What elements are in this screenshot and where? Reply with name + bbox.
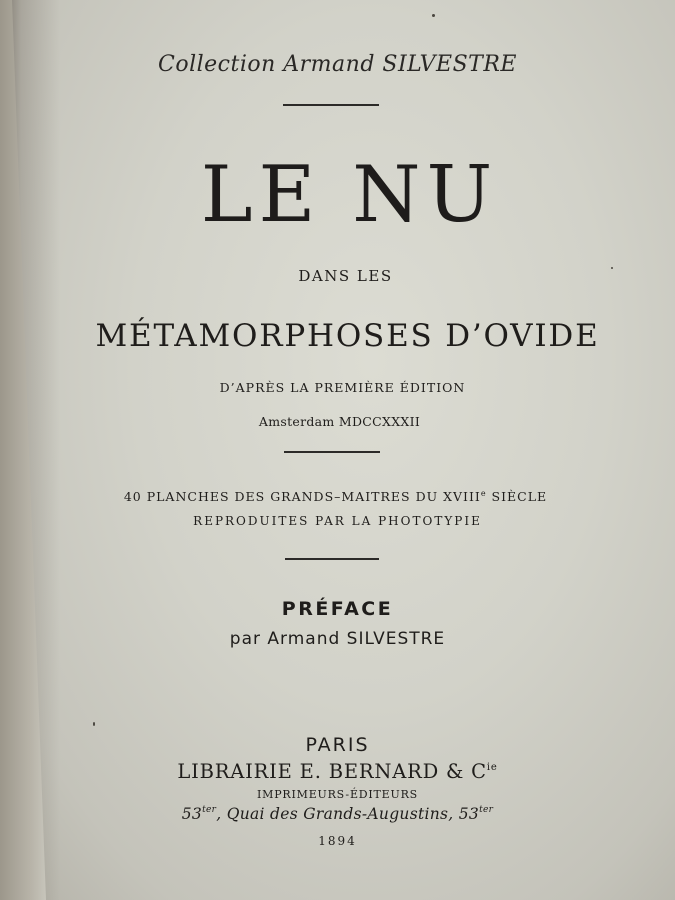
planches-line	[0, 489, 673, 504]
preface-author: par Armand SILVESTRE	[229, 629, 446, 649]
divider-rule	[285, 558, 379, 560]
imprint-role: IMPRIMEURS-ÉDITEURS	[257, 788, 418, 801]
publisher-name: LIBRAIRIE E. BERNARD & C	[177, 760, 487, 783]
reproduites-line: REPRODUITES PAR LA PHOTOTYPIE	[193, 514, 482, 528]
address-number: 53	[181, 805, 203, 823]
planches-prefix: 40 PLANCHES DES GRANDS–MAITRES DU XVIII	[123, 489, 481, 505]
planches-sup: e	[480, 489, 487, 498]
book-subtitle: MÉTAMORPHOSES D’OVIDE	[95, 318, 600, 354]
planches-suffix: SIÈCLE	[486, 489, 548, 505]
collection-line: Collection Armand SILVESTRE	[158, 52, 517, 77]
address-sup-2: ter	[479, 805, 494, 815]
imprint-publisher	[0, 760, 675, 783]
paper-speck	[93, 722, 95, 726]
imprint-year: 1894	[318, 834, 357, 848]
edition-place: Amsterdam MDCCXXXII	[258, 414, 421, 429]
divider-rule	[283, 104, 379, 106]
divider-rule	[284, 451, 380, 453]
book-title: LE NU	[200, 150, 499, 240]
preface-heading: PRÉFACE	[281, 598, 394, 620]
dans-les-line: DANS LES	[298, 267, 393, 285]
address-street: , Quai des Grands-Augustins, 53	[216, 805, 480, 823]
paper-speck	[432, 14, 435, 17]
imprint-city: PARIS	[305, 734, 370, 756]
paper-speck	[611, 267, 613, 269]
imprint-address	[0, 805, 675, 823]
address-sup: ter	[202, 805, 217, 815]
edition-line: D’APRÈS LA PREMIÈRE ÉDITION	[219, 380, 466, 395]
publisher-sup: ie	[486, 762, 498, 773]
